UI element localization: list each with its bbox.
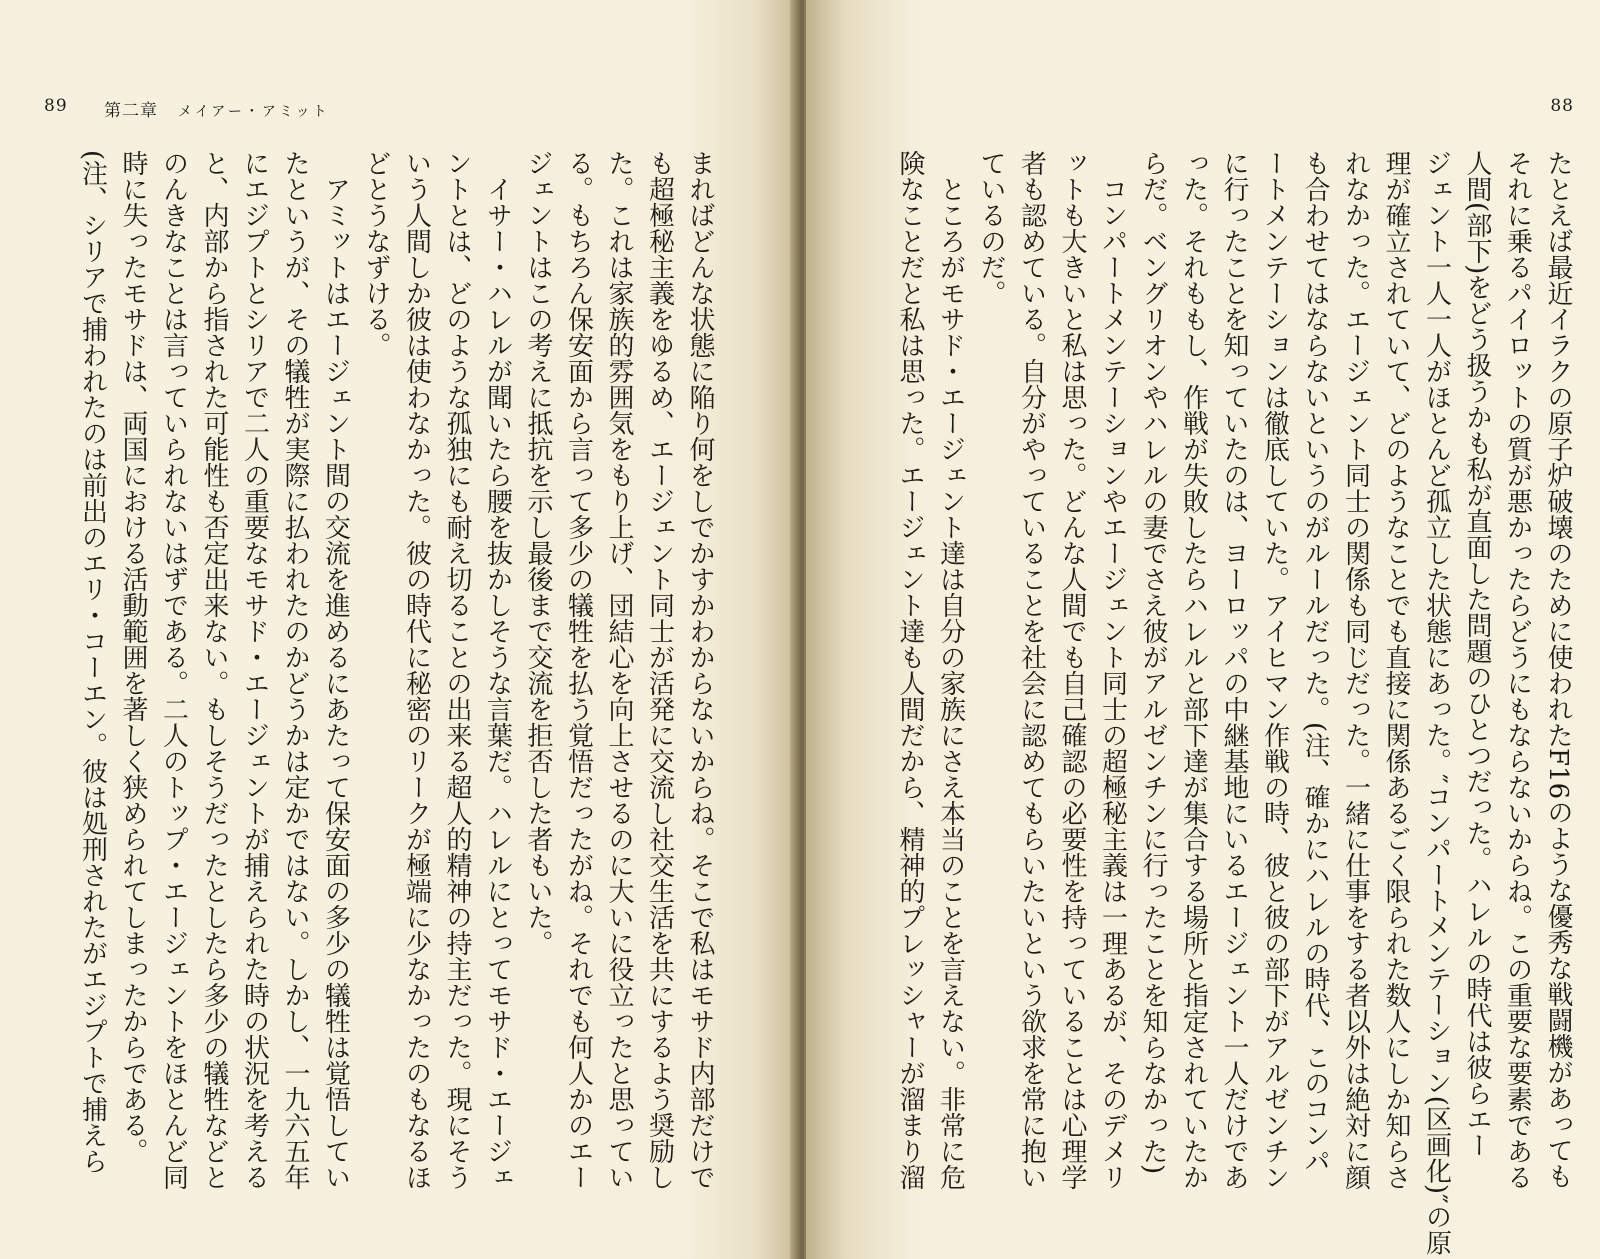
paragraph: どとうなずける。: [361, 150, 391, 358]
paragraph: る。もちろん保安面から言って多少の犠牲を払う覚悟だったがね。それでも何人かのエー: [563, 150, 594, 1190]
paragraph: 時に失ったモサドは、両国における活動範囲を著しく狭められてしまったからである。: [118, 150, 148, 1164]
paragraph: 理が確立されていて、どのようなことでも直接に関係あるごく限られた数人にしか知らさ: [1381, 150, 1411, 1190]
paragraph: ジェント一人一人がほとんど孤立した状態にあった。″コンパートメンテーション(区画化)″の原: [1421, 150, 1452, 1256]
body-text: [40, 150, 720, 1210]
paragraph: ートメンテーションは徹底していた。アイヒマン作戦の時、彼と彼の部下がアルゼンチン: [1259, 150, 1290, 1190]
paragraph: 人間(部下)をどう扱うかも私が直面した問題のひとつだった。ハレルの時代は彼らエー: [1462, 150, 1492, 1159]
paragraph: それに乗るパイロットの質が悪かったらどうにもならないからね。この重要な要素である: [1502, 150, 1533, 1190]
page-number: 88: [1550, 96, 1574, 116]
paragraph: にエジプトとシリアで二人の重要なモサド・エージェントが捕えられた時の状況を考える: [239, 150, 270, 1190]
paragraph: も超極秘主義をゆるめ、エージェント同士が活発に交流し社交生活を共にするよう奨励し: [644, 150, 675, 1190]
page-number: 89: [44, 96, 68, 116]
paragraph: も合わせてはならないというのがルールだった。(注、確かにハレルの時代、このコンパ: [1300, 150, 1330, 1175]
paragraph: いう人間しか彼は使わなかった。彼の時代に秘密のリークが極端に少なかったのもなるほ: [401, 150, 432, 1190]
right-page: [806, 0, 1600, 1259]
paragraph: と、内部から指された可能性も否定出来ない。もしそうだったとしたら多少の犠牲などと: [199, 150, 229, 1190]
paragraph: た。これは家族的雰囲気をもり上げ、団結心を向上させるのに大いに役立ったと思ってい: [604, 150, 634, 1190]
paragraph: ントとは、どのような孤独にも耐え切ることの出来る超人的精神の持主だった。現にそう: [442, 150, 472, 1190]
paragraph: たというが、その犠牲が実際に払われたのかどうかは定かではない。しかし、一九六五年: [280, 150, 310, 1190]
paragraph: らだ。ベングリオンやハレルの妻でさえ彼がアルゼンチンに行ったことを知らなかった): [1138, 150, 1168, 1175]
paragraph: コンパートメンテーションやエージェント同士の超極秘主義は一理あるが、そのデメリ: [1097, 176, 1128, 1190]
paragraph: イサー・ハレルが聞いたら腰を抜かしそうな言葉だ。ハレルにとってモサド・エージェ: [482, 176, 513, 1190]
chapter-heading: 第二章: [104, 101, 158, 121]
chapter-subheading: メイアー・アミット: [178, 104, 330, 120]
paragraph: った。それももし、作戦が失敗したらハレルと部下達が集合する場所と指定されていたか: [1178, 150, 1209, 1190]
paragraph: (注、シリアで捕われたのは前出のエリ・コーエン。彼は処刑されたがエジプトで捕えら: [77, 150, 108, 1175]
paragraph: ところがモサド・エージェント達は自分の家族にさえ本当のことを言えない。非常に危: [935, 176, 966, 1190]
paragraph: ているのだ。: [976, 150, 1006, 306]
paragraph: ットも大きいと私は思った。どんな人間でも自己確認の必要性を持っていることは心理学: [1057, 150, 1087, 1190]
paragraph: れなかった。エージェント同士の関係も同じだった。一緒に仕事をする者以外は絶対に顔: [1340, 150, 1371, 1190]
paragraph: ジェントはこの考えに抵抗を示し最後まで交流を拒否した者もいた。: [523, 150, 553, 956]
paragraph: 険なことだと私は思った。エージェント達も人間だから、精神的プレッシャーが溜まり溜: [895, 150, 925, 1190]
left-page: [0, 0, 796, 1259]
paragraph: のんきなことは言っていられないはずである。二人のトップ・エージェントをほとんど同: [158, 150, 189, 1190]
paragraph: まればどんな状態に陥り何をしでかすかわからないからね。そこで私はモサド内部だけで: [685, 150, 715, 1190]
running-header: [104, 96, 330, 121]
paragraph: アミットはエージェント間の交流を進めるにあたって保安面の多少の犠牲は覚悟してい: [320, 176, 351, 1190]
paragraph: に行ったことを知っていたのは、ヨーロッパの中継基地にいるエージェント一人だけであ: [1219, 150, 1249, 1190]
body-text: [895, 150, 1578, 1256]
paragraph: たとえば最近イラクの原子炉破壊のために使われたF16のような優秀な戦闘機があっても: [1543, 150, 1573, 1190]
paragraph: 者も認めている。自分がやっていることを社会に認めてもらいたいという欲求を常に抱い: [1016, 150, 1047, 1190]
